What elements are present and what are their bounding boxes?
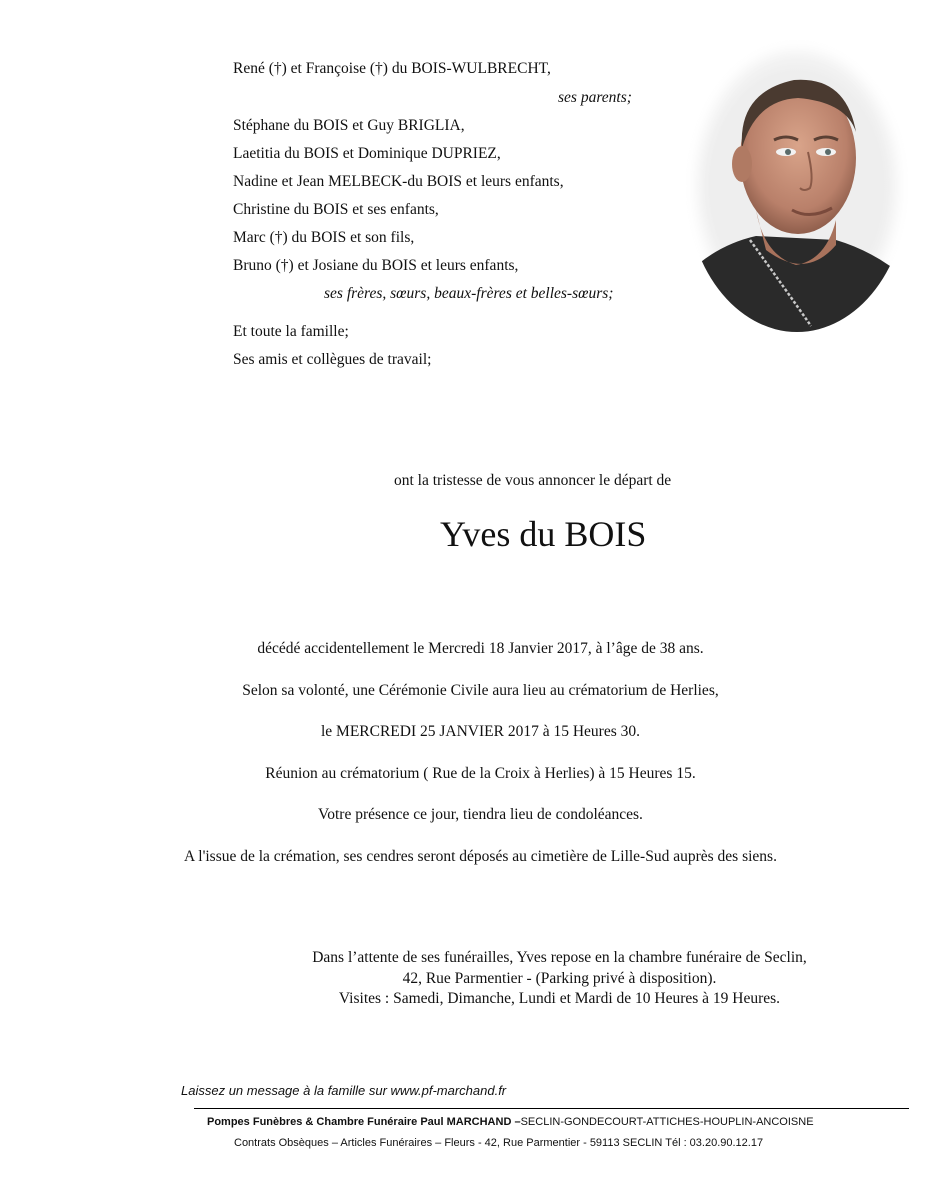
meeting-line: Réunion au crématorium ( Rue de la Croix à Herlies) à 15 Heures 15.	[265, 765, 696, 782]
parents-role: ses parents;	[558, 89, 632, 106]
footer-divider	[194, 1108, 909, 1109]
sibling-line: Marc (†) du BOIS et son fils,	[233, 229, 415, 246]
visits-line: Visites : Samedi, Dimanche, Lundi et Mardi de 10 Heures à 19 Heures.	[338, 990, 781, 1007]
ceremony-line: Selon sa volonté, une Cérémonie Civile aura lieu au crématorium de Herlies,	[242, 682, 719, 699]
sibling-line: Nadine et Jean MELBECK-du BOIS et leurs enfants,	[233, 173, 564, 190]
contact-line: Contrats Obsèques – Articles Funéraires – Fleurs - 42, Rue Parmentier - 59113 SECLIN Tél : 03.20.90.12.17	[234, 1137, 764, 1149]
family-line: Et toute la famille;	[233, 323, 349, 340]
announcement-intro: ont la tristesse de vous annoncer le départ de	[394, 472, 672, 489]
portrait-photo	[686, 40, 908, 332]
company-locations: SECLIN-GONDECOURT-ATTICHES-HOUPLIN-ANCOISNE	[520, 1116, 814, 1128]
company-line	[207, 1116, 814, 1128]
sibling-line: Christine du BOIS et ses enfants,	[233, 201, 439, 218]
sibling-line: Laetitia du BOIS et Dominique DUPRIEZ,	[233, 145, 501, 162]
repose-line: Dans l’attente de ses funérailles, Yves repose en la chambre funéraire de Seclin,	[312, 949, 807, 966]
condolences-line: Votre présence ce jour, tiendra lieu de condoléances.	[318, 806, 643, 823]
death-detail-line: décédé accidentellement le Mercredi 18 Janvier 2017, à l’âge de 38 ans.	[257, 640, 704, 657]
sibling-line: Bruno (†) et Josiane du BOIS et leurs enfants,	[233, 257, 519, 274]
repose-address-line: 42, Rue Parmentier - (Parking privé à disposition).	[402, 970, 717, 987]
deceased-name: Yves du BOIS	[440, 514, 647, 554]
ceremony-date-line: le MERCREDI 25 JANVIER 2017 à 15 Heures 30.	[320, 723, 640, 740]
company-name: Pompes Funèbres & Chambre Funéraire Paul MARCHAND –	[207, 1116, 521, 1128]
sibling-line: Stéphane du BOIS et Guy BRIGLIA,	[233, 117, 465, 134]
message-link[interactable]: Laissez un message à la famille sur www.pf-marchand.fr	[181, 1083, 507, 1098]
portrait-illustration	[686, 40, 908, 332]
friends-line: Ses amis et collègues de travail;	[233, 351, 432, 368]
siblings-role: ses frères, sœurs, beaux-frères et belles-sœurs;	[324, 285, 614, 302]
ashes-line: A l'issue de la crémation, ses cendres seront déposés au cimetière de Lille-Sud auprès des siens.	[184, 848, 777, 865]
parents-line: René (†) et Françoise (†) du BOIS-WULBRECHT,	[233, 60, 551, 77]
